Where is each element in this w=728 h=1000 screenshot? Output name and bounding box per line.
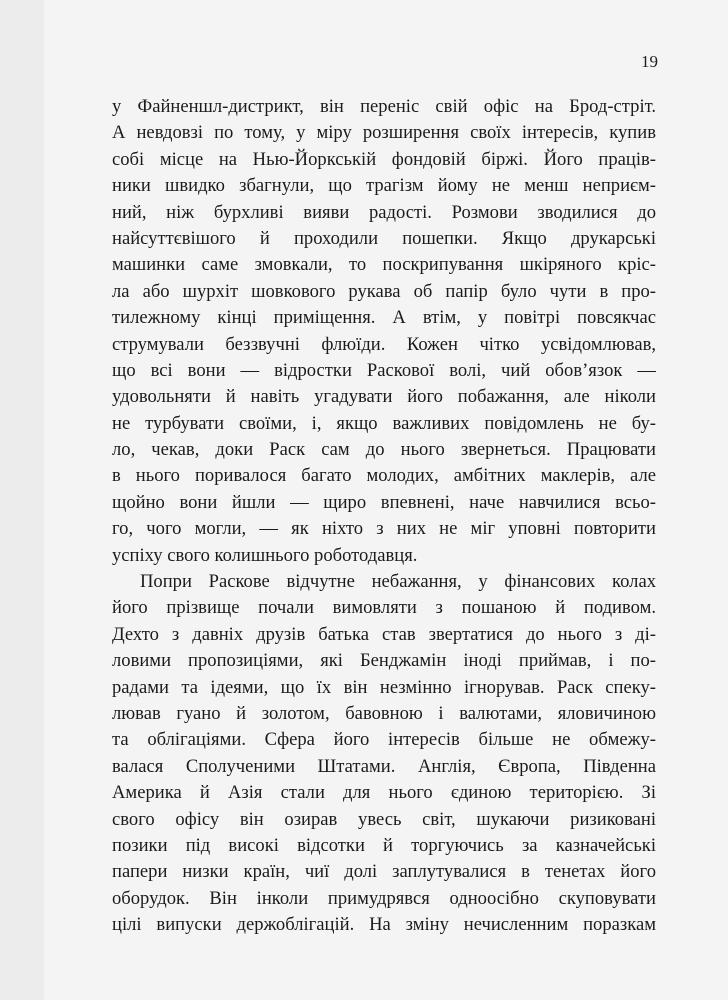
- book-page: [44, 0, 728, 1000]
- text-line: лював гуано й золотом, бавовною і валютами, яловичиною: [112, 702, 656, 724]
- text-line: А невдовзі по тому, у міру розширення своїх інтересів, купив: [112, 122, 656, 144]
- text-line: валася Сполученими Штатами. Англія, Європа, Південна: [112, 755, 656, 777]
- text-line: найсуттєвішого й проходили пошепки. Якщо друкарські: [112, 227, 656, 249]
- text-line: цілі випуски держоблігацій. На зміну нечисленним поразкам: [112, 914, 656, 936]
- paragraph: [112, 94, 656, 569]
- text-line: ники швидко збагнули, що трагізм йому не менш неприєм-: [112, 175, 656, 197]
- text-line: Америка й Азія стали для нього єдиною територією. Зі: [112, 782, 656, 804]
- text-line: собі місце на Нью-Йоркській фондовій біржі. Його праців-: [112, 148, 656, 170]
- text-line: не турбувати своїми, і, якщо важливих повідомлень не бу-: [112, 412, 656, 434]
- text-line: радами та ідеями, що їх він незмінно ігнорував. Раск спеку-: [112, 676, 656, 698]
- text-line: Попри Раскове відчутне небажання, у фінансових колах: [140, 571, 656, 593]
- text-line: тилежному кінці приміщення. А втім, у повітрі повсякчас: [112, 307, 656, 329]
- text-line: що всі вони — відростки Раскової волі, чий обов’язок —: [112, 359, 656, 381]
- text-line: ло, чекав, доки Раск сам до нього звернеться. Працювати: [112, 439, 656, 461]
- body-text: [112, 94, 656, 939]
- text-line: та облігаціями. Сфера його інтересів більше не обмежу-: [112, 729, 656, 751]
- paragraph: [112, 569, 656, 938]
- text-line: позики під високі відсотки й торгуючись за казначейські: [112, 834, 656, 856]
- page-number: 19: [641, 52, 658, 71]
- text-line: щойно вони йшли — щиро впевнені, наче навчилися всьо-: [112, 491, 656, 513]
- text-line: струмували беззвучні флюїди. Кожен чітко усвідомлював,: [112, 333, 656, 355]
- text-line: оборудок. Він інколи примудрявся одноосібно скуповувати: [112, 887, 656, 909]
- text-line: машинки саме змовкали, то поскрипування шкіряного кріс-: [112, 254, 656, 276]
- text-line: його прізвище почали вимовляти з пошаною й подивом.: [112, 597, 656, 619]
- text-line: ний, ніж бурхливі вияви радості. Розмови зводилися до: [112, 201, 656, 223]
- text-line: в нього поривалося багато молодих, амбітних маклерів, але: [112, 465, 656, 487]
- text-line: успіху свого колишнього роботодавця.: [112, 544, 418, 566]
- text-line: Дехто з давніх друзів батька став звертатися до нього з ді-: [112, 623, 656, 645]
- text-line: папери низки країн, чиї долі заплутувалися в тенетах його: [112, 861, 656, 883]
- text-line: го, чого могли, — як ніхто з них не міг уповні повторити: [112, 518, 656, 540]
- text-line: ловими пропозиціями, які Бенджамін іноді приймав, і по-: [112, 650, 656, 672]
- text-line: у Файненшл-дистрикт, він переніс свій офіс на Брод-стріт.: [112, 96, 656, 117]
- text-line: свого офісу він озирав увесь світ, шукаючи ризиковані: [112, 808, 656, 830]
- text-line: удовольняти й навіть угадувати його побажання, але ніколи: [112, 386, 656, 408]
- text-line: ла або шурхіт шовкового рукава об папір було чути в про-: [112, 280, 656, 302]
